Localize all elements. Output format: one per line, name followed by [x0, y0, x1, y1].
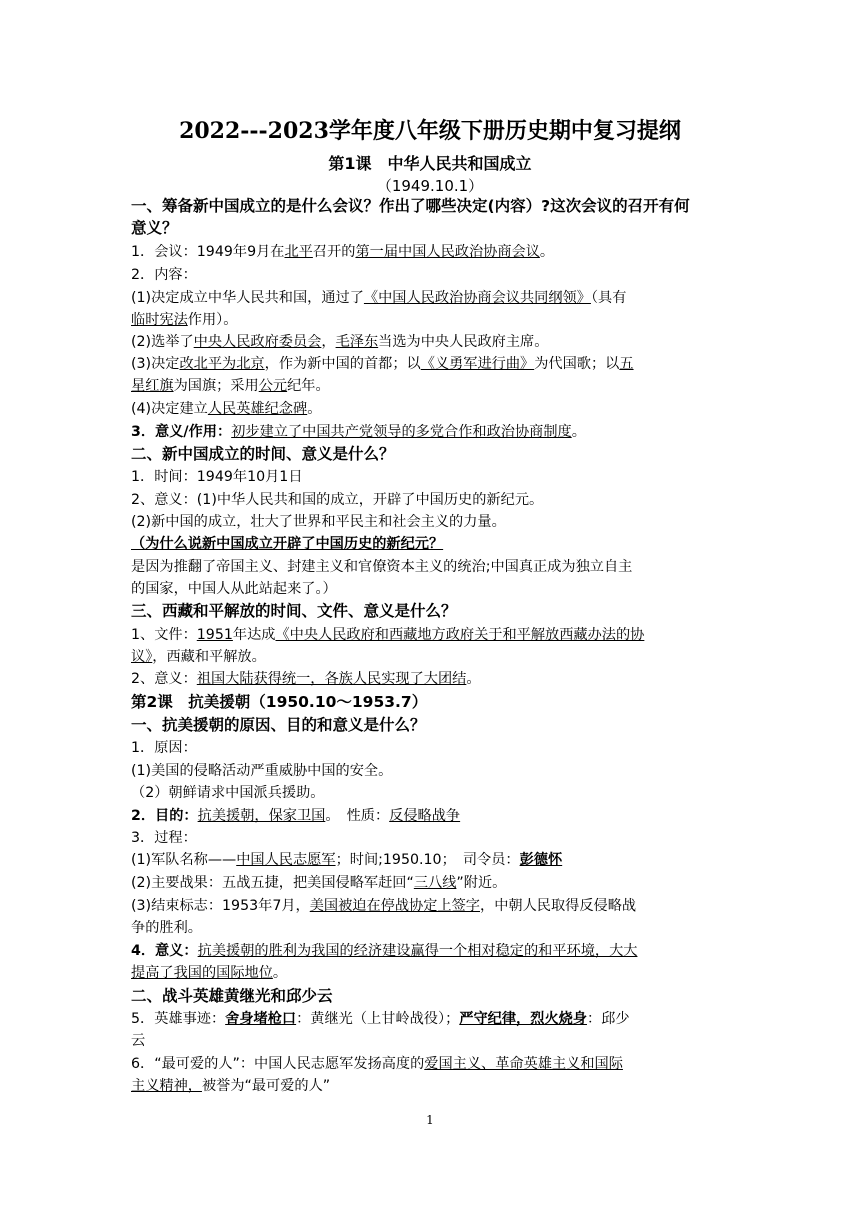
l1-content-2 [131, 331, 731, 353]
l1-q3-document-cont [131, 646, 731, 668]
l2-cause-1: (1)美国的侵略活动严重威胁中国的安全。 [131, 763, 393, 779]
underlined-text: 主义精神， [131, 1078, 202, 1094]
l1-significance [131, 421, 731, 443]
text-run: ，西藏和平解放。 [152, 649, 266, 665]
lesson2-title: 第2课 抗美援朝（1950.10～1953.7） [131, 693, 428, 711]
text-run: (2)选举了 [131, 334, 194, 350]
text-run: 1．会议：1949年9月在 [131, 244, 285, 260]
underlined-text: 反侵略战争 [389, 808, 461, 824]
text-run: (1)决定成立中华人民共和国，通过了 [131, 290, 364, 306]
l1-content-3 [131, 353, 731, 375]
underlined-text: 星红旗 [131, 378, 174, 394]
text-run: 1、文件： [131, 627, 197, 643]
l1-q2-heading: 二、新中国成立的时间、意义是什么？ [131, 445, 395, 463]
underlined-text: 三八线 [413, 875, 457, 891]
text-run: 被誉为“最可爱的人” [201, 1078, 331, 1094]
text-run: 4．意义： [131, 943, 198, 959]
l2-process-1 [131, 849, 731, 871]
text-run: (3)结束标志：1953年7月， [131, 898, 310, 914]
underlined-text: 1951 [196, 627, 233, 643]
underlined-text: 美国被迫在停战协定上签字 [309, 898, 480, 914]
lesson1-date: （1949.10.1） [376, 177, 484, 195]
document-title: 2022---2023学年度八年级下册历史期中复习提纲 [179, 118, 681, 144]
l1-q3-document [131, 624, 731, 646]
l1-q2-time: 1．时间：1949年10月1日 [131, 469, 303, 485]
underlined-text: 祖国大陆获得统一，各族人民实现了大团结 [196, 671, 467, 687]
underlined-text: 抗美援朝的胜利为我国的经济建设赢得一个相对稳定的和平环境，大大 [197, 943, 638, 959]
l2-heroes [131, 1008, 731, 1030]
underlined-text: 人民英雄纪念碑 [207, 401, 308, 417]
l2-significance-cont [131, 962, 731, 984]
text-run: ：邱少 [586, 1011, 630, 1027]
l2-process-label: 3．过程： [131, 830, 197, 846]
underlined-text: 抗美援朝，保家卫国 [197, 808, 326, 824]
underlined-text: 议》 [131, 649, 153, 665]
l2-cause-label: 1．原因： [131, 740, 197, 756]
l1-q3-heading: 三、西藏和平解放的时间、文件、意义是什么？ [131, 602, 457, 620]
text-run: (3)决定 [131, 356, 180, 372]
text-run: (1)军队名称—— [131, 852, 237, 868]
underlined-text: 临时宪法 [131, 312, 188, 328]
text-run: 6．“最可爱的人”：中国人民志愿军发扬高度的 [131, 1056, 425, 1072]
underlined-text: 毛泽东 [335, 334, 379, 350]
text-run: 作用）。 [187, 312, 238, 328]
underlined-text: 爱国主义、革命英雄主义和国际 [424, 1056, 623, 1072]
text-run: ，中朝人民取得反侵略战 [480, 898, 637, 914]
underlined-text: 初步建立了中国共产党领导的多党合作和政治协商制度 [231, 424, 572, 440]
text-run: 。 [466, 671, 481, 687]
l2-significance [131, 940, 731, 962]
underlined-text: 舍身堵枪口 [225, 1011, 297, 1027]
l1-content-4 [131, 398, 731, 420]
underlined-text: 彭德怀 [519, 852, 563, 868]
text-run: ：黄继光（上甘岭战役）； [296, 1011, 460, 1027]
l2-purpose [131, 805, 731, 827]
underlined-text: 中国人民志愿军 [236, 852, 336, 868]
l2-process-2 [131, 872, 731, 894]
text-run: 。 [571, 424, 586, 440]
text-run: 。 [307, 401, 322, 417]
text-run: 为代国歌；以 [534, 356, 620, 372]
text-run: （具有 [590, 290, 627, 306]
l1-meeting-line [131, 241, 731, 263]
text-run: 2．目的： [131, 808, 198, 824]
l1-q2-why: （为什么说新中国成立开辟了中国历史的新纪元？ [131, 536, 444, 552]
l1-content-1 [131, 287, 731, 309]
text-run: ， [321, 334, 336, 350]
underlined-text: 中央人民政府委员会 [193, 334, 322, 350]
l1-q3-significance [131, 668, 731, 690]
l1-q1-heading: 一、筹备新中国成立的是什么会议？作出了哪些决定(内容）?这次会议的召开有何 [131, 197, 690, 215]
l1-content-1-cont [131, 309, 731, 331]
text-run: 年达成 [232, 627, 276, 643]
l1-content-label: 2．内容： [131, 267, 197, 283]
l2-heroes-cont: 云 [131, 1033, 146, 1049]
underlined-text: 改北平为北京 [179, 356, 265, 372]
text-run: 2、意义： [131, 671, 197, 687]
page-number: 1 [426, 1113, 434, 1127]
l1-q2-why-answer: 是因为推翻了帝国主义、封建主义和官僚资本主义的统治;中国真正成为独立自主 [131, 559, 633, 575]
l2-q1-heading: 一、抗美援朝的原因、目的和意义是什么？ [131, 716, 426, 734]
l2-process-3-cont: 争的胜利。 [131, 920, 202, 936]
lesson1-title: 第1课 中华人民共和国成立 [328, 154, 532, 173]
text-run: 为国旗；采用 [173, 378, 259, 394]
l1-q2-why-answer-cont: 的国家，中国人从此站起来了。） [131, 581, 337, 597]
text-run: ，作为新中国的首都；以 [264, 356, 421, 372]
text-run: 3．意义/作用： [131, 424, 232, 440]
text-run: 。 [272, 965, 288, 981]
text-run: 召开的 [312, 244, 356, 260]
underlined-text: 提高了我国的国际地位 [131, 965, 273, 981]
text-run: (4)决定建立 [131, 401, 208, 417]
underlined-text: 严守纪律，烈火烧身 [459, 1011, 587, 1027]
text-run: ”附近。 [456, 875, 507, 891]
l2-cause-2: （2）朝鲜请求中国派兵援助。 [131, 785, 325, 801]
underlined-text: 五 [619, 356, 634, 372]
l2-q2-heading: 二、战斗英雄黄继光和邱少云 [131, 987, 333, 1005]
underlined-text: 公元 [258, 378, 288, 394]
text-run: 。 [539, 244, 555, 260]
underlined-text: 《义勇军进行曲》 [420, 356, 535, 372]
underlined-text: 《中央人民政府和西藏地方政府关于和平解放西藏办法的协 [275, 627, 645, 643]
underlined-text: 第一届中国人民政治协商会议 [355, 244, 540, 260]
text-run: 。 性质： [325, 808, 390, 824]
text-run: (2)主要战果：五战五捷，把美国侵略军赶回“ [131, 875, 414, 891]
text-run: 纪年。 [287, 378, 330, 394]
l1-q2-sig1: 2、意义：(1)中华人民共和国的成立，开辟了中国历史的新纪元。 [131, 492, 544, 508]
underlined-text: 北平 [284, 244, 313, 260]
l1-q2-sig2: (2)新中国的成立，壮大了世界和平民主和社会主义的力量。 [131, 514, 506, 530]
l2-cute-cont [131, 1075, 731, 1097]
text-run: 当选为中央人民政府主席。 [378, 334, 549, 350]
l1-content-3-cont [131, 375, 731, 397]
text-run: 5．英雄事迹： [131, 1011, 226, 1027]
text-run: ；时间;1950.10； 司令员： [335, 852, 520, 868]
l2-cute [131, 1053, 731, 1075]
l1-q1-heading-cont: 意义？ [131, 219, 178, 237]
underlined-text: 《中国人民政治协商会议共同纲领》 [363, 290, 591, 306]
l2-process-3 [131, 895, 731, 917]
